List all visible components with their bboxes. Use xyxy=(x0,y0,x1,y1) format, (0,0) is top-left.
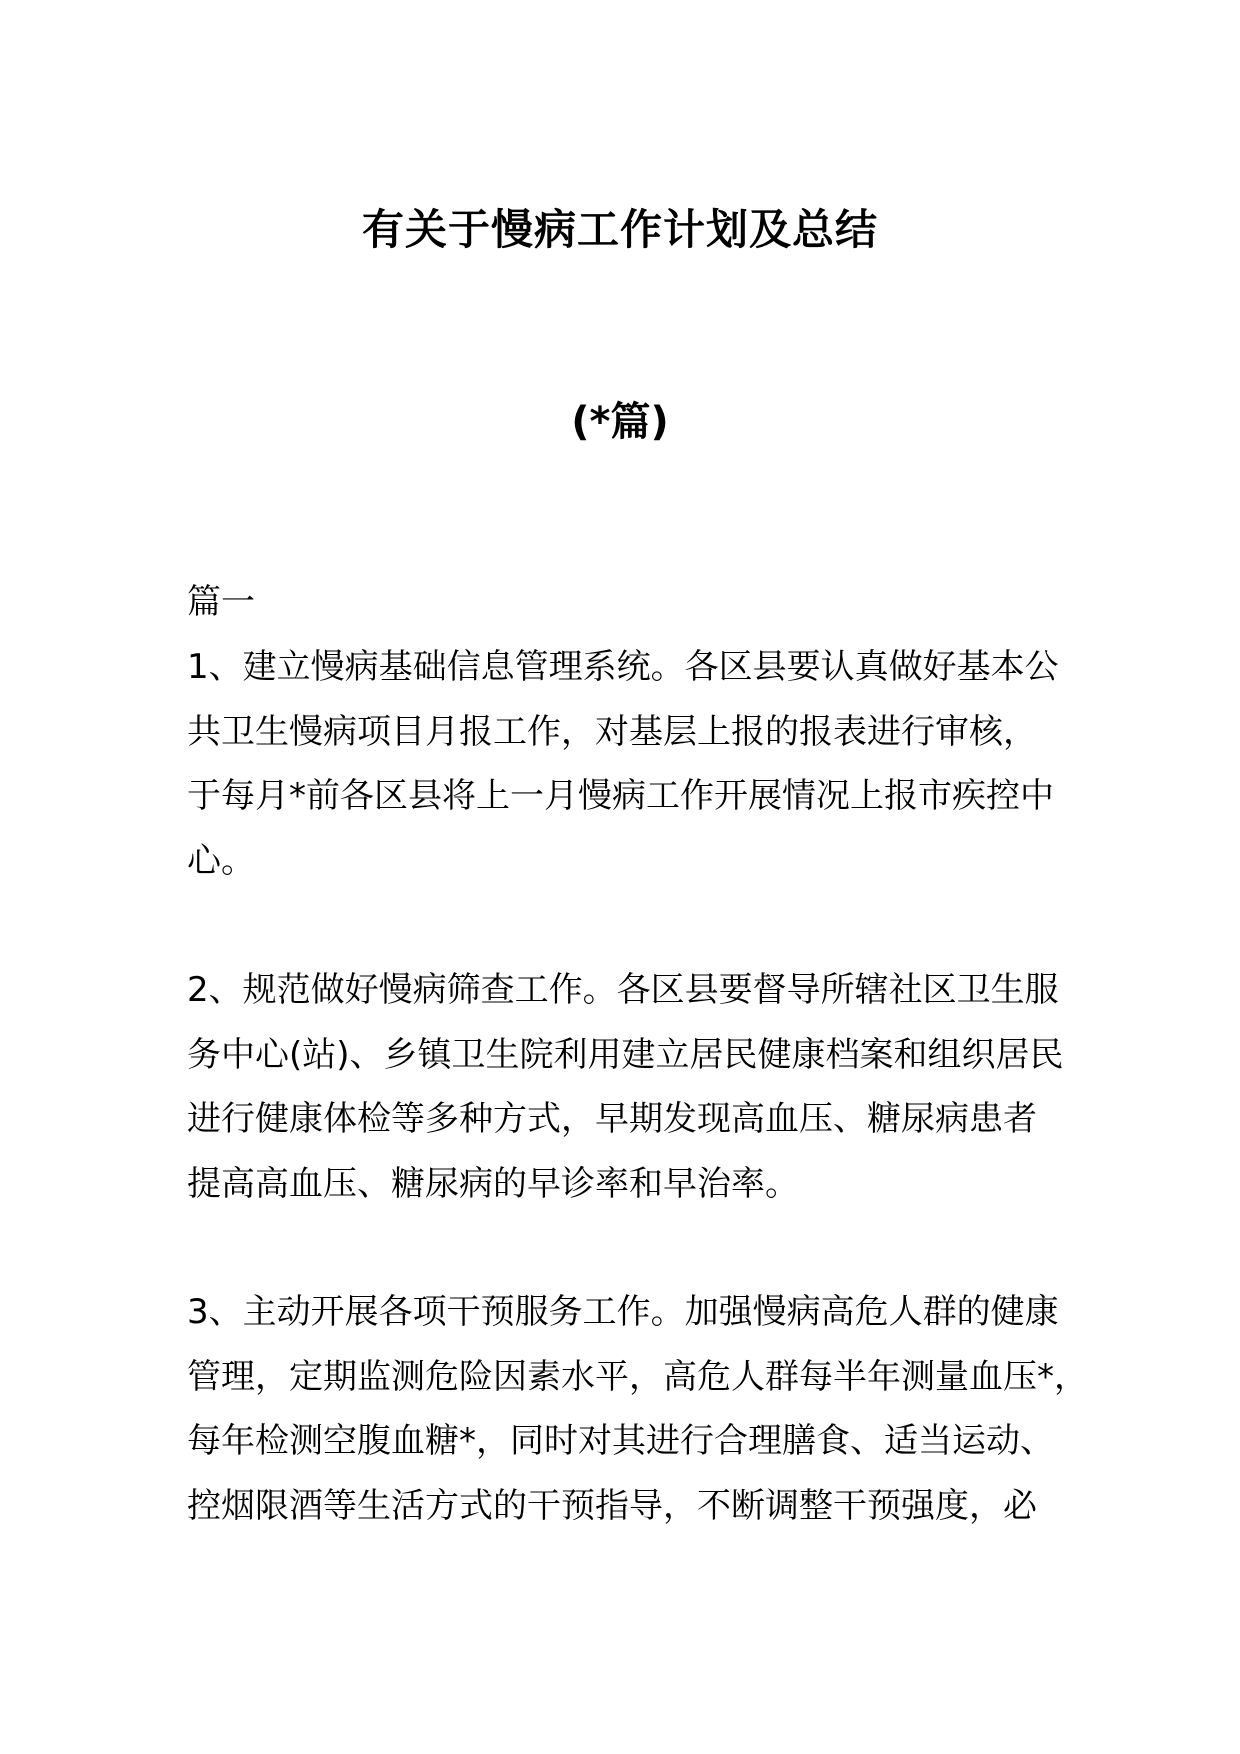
paragraph-line: 2、规范做好慢病筛查工作。各区县要督导所辖社区卫生服 xyxy=(187,970,1059,1010)
paragraph-line: 于每月*前各区县将上一月慢病工作开展情况上报市疾控中 xyxy=(187,776,1054,816)
paragraph-3 xyxy=(187,1280,1087,1538)
paragraph-line: 务中心(站)、乡镇卫生院利用建立居民健康档案和组织居民 xyxy=(187,1034,1064,1075)
paragraph-line: 1、建立慢病基础信息管理系统。各区县要认真做好基本公 xyxy=(187,647,1059,687)
paragraph-2 xyxy=(187,958,1087,1216)
paragraph-line: 管理，定期监测危险因素水平，高危人群每半年测量血压*， xyxy=(187,1356,1088,1397)
paragraph-line: 提高高血压、糖尿病的早诊率和早治率。 xyxy=(187,1163,799,1204)
paragraph-line: 心。 xyxy=(187,840,255,881)
document-title: 有关于慢病工作计划及总结 xyxy=(361,205,878,254)
paragraph-line: 每年检测空腹血糖*，同时对其进行合理膳食、适当运动、 xyxy=(187,1421,1054,1461)
paragraph-line: 控烟限酒等生活方式的干预指导，不断调整干预强度，必 xyxy=(187,1485,1037,1526)
document-subtitle: (*篇) xyxy=(571,399,669,445)
paragraph-line: 共卫生慢病项目月报工作，对基层上报的报表进行审核， xyxy=(187,711,1037,752)
paragraph-1 xyxy=(187,635,1087,893)
paragraph-line: 进行健康体检等多种方式，早期发现高血压、糖尿病患者 xyxy=(187,1099,1037,1139)
paragraph-line: 3、主动开展各项干预服务工作。加强慢病高危人群的健康 xyxy=(187,1292,1059,1332)
section-label: 篇一 xyxy=(187,582,255,622)
